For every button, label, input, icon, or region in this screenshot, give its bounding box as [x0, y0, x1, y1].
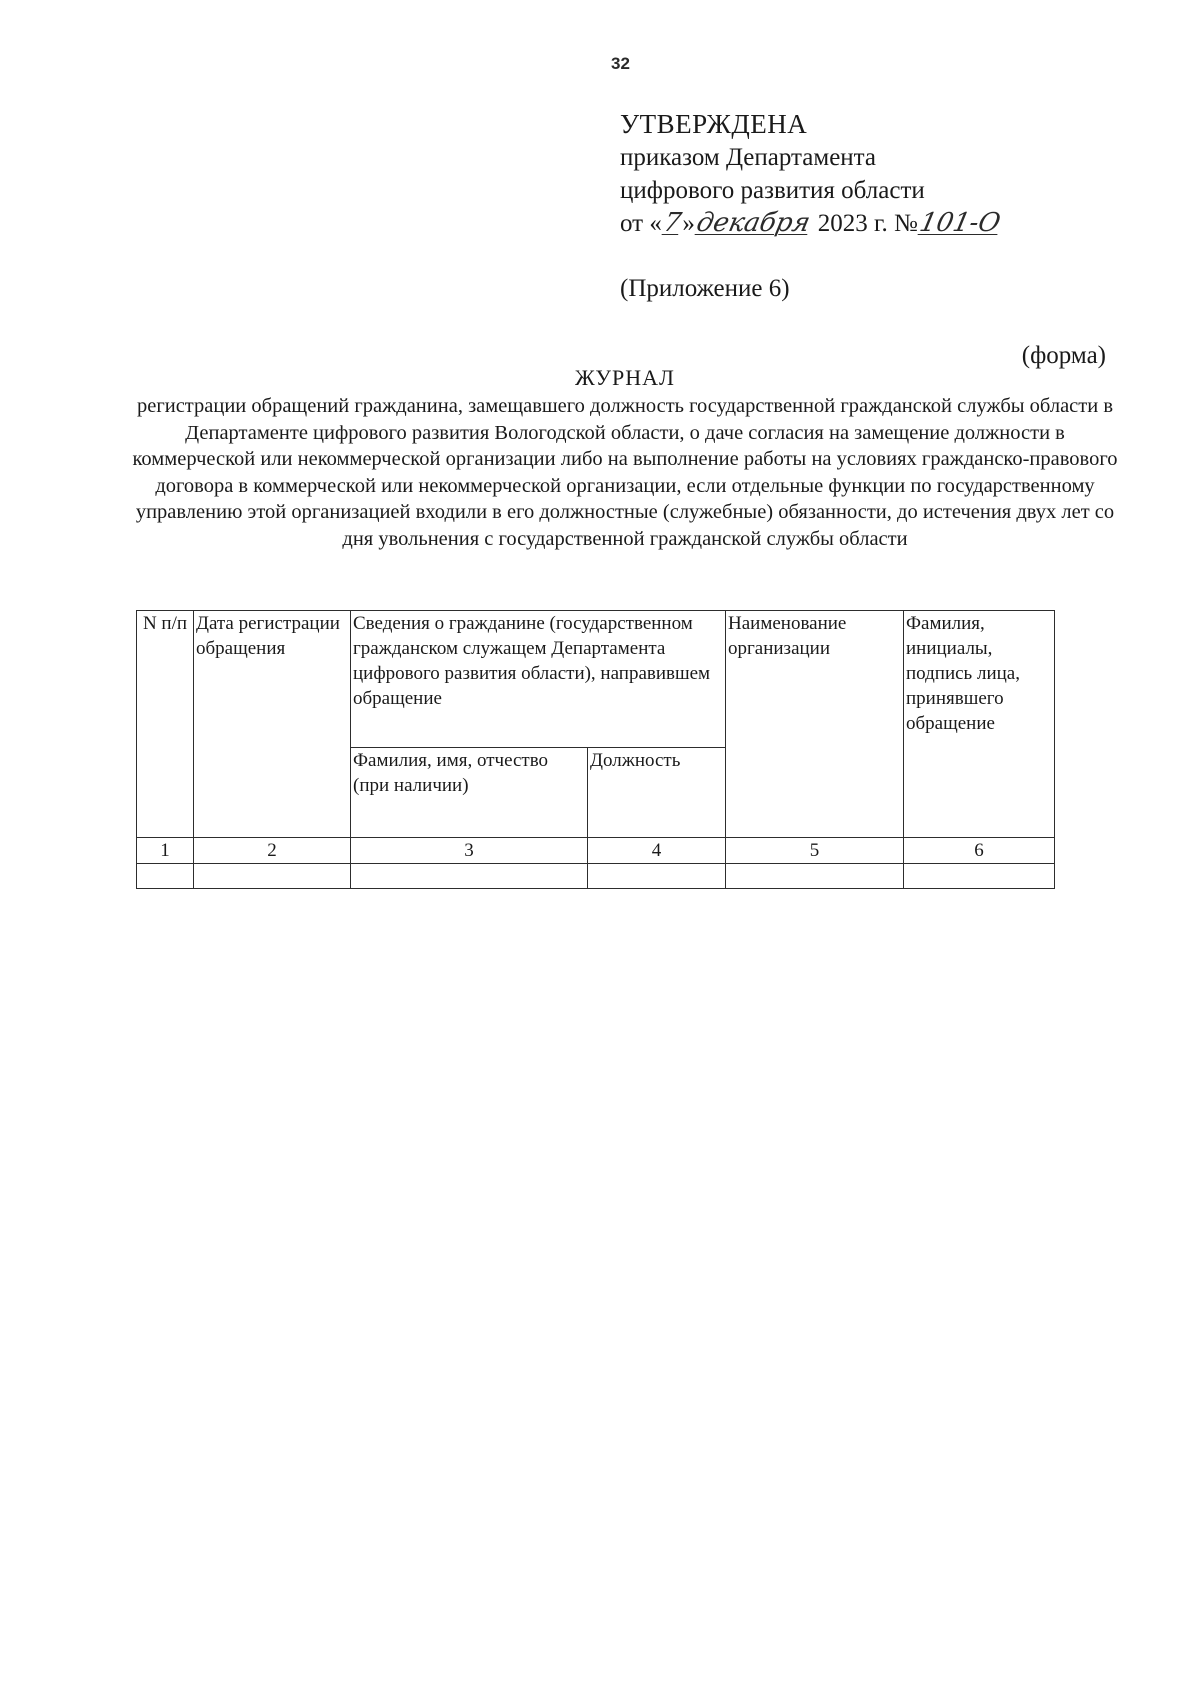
table-cell: [588, 864, 726, 889]
page-number: 32: [611, 54, 630, 73]
column-numbers-row: [137, 838, 1055, 864]
header-full-name: Фамилия, имя, отчество (при наличии): [351, 747, 588, 837]
table-cell: [137, 864, 194, 889]
handwritten-day: 7: [660, 208, 684, 238]
header-citizen-info: Сведения о гражданине (государственном гражданском служащем Департамента цифрового развития области), направившем обращение: [351, 611, 726, 748]
approval-line-1: приказом Департамента: [620, 144, 876, 171]
form-label: (форма): [1021, 342, 1106, 369]
approval-line-2: цифрового развития области: [620, 177, 925, 204]
header-num: N п/п: [137, 611, 194, 838]
date-year: 2023 г. №: [817, 210, 918, 237]
appendix-label: (Приложение 6): [620, 275, 790, 302]
table-cell: [904, 864, 1055, 889]
approval-title: УТВЕРЖДЕНА: [620, 109, 808, 139]
date-close: »: [682, 210, 695, 237]
table-cell: [351, 864, 588, 889]
header-receiver: Фамилия, инициалы, подпись лица, принявшего обращение: [904, 611, 1055, 838]
journal-table: [136, 610, 1055, 889]
header-date: Дата регистрации обращения: [194, 611, 351, 838]
journal-description: регистрации обращений гражданина, замещавшего должность государственной гражданской службы области в Департаменте цифрового развития Вологодской области, о даче согласия на замещение должности в коммерческой или некоммерческой организации либо на выполнение работы на условиях гражданско-правового договора в коммерческой или некоммерческой организации, если отдельные функции по государственному управлению этой организацией входили в его должностные (служебные) обязанности, до истечения двух лет со дня увольнения с государственной гражданской службы области: [132, 395, 1118, 550]
table-cell: [726, 864, 904, 889]
header-position: Должность: [588, 747, 726, 837]
column-number: 6: [904, 838, 1055, 864]
table-cell: [194, 864, 351, 889]
column-number: 5: [726, 838, 904, 864]
table-header-row: [137, 611, 1055, 748]
date-prefix: от «: [620, 210, 662, 237]
handwritten-month: декабря: [693, 208, 813, 238]
table-row: [137, 864, 1055, 889]
handwritten-order-number: 101-О: [916, 208, 1003, 238]
approval-block: [620, 108, 1100, 240]
header-organization: Наименование организации: [726, 611, 904, 838]
column-number: 1: [137, 838, 194, 864]
column-number: 2: [194, 838, 351, 864]
column-number: 4: [588, 838, 726, 864]
journal-title: ЖУРНАЛ: [575, 365, 675, 390]
column-number: 3: [351, 838, 588, 864]
approval-date-line: [620, 207, 1100, 240]
